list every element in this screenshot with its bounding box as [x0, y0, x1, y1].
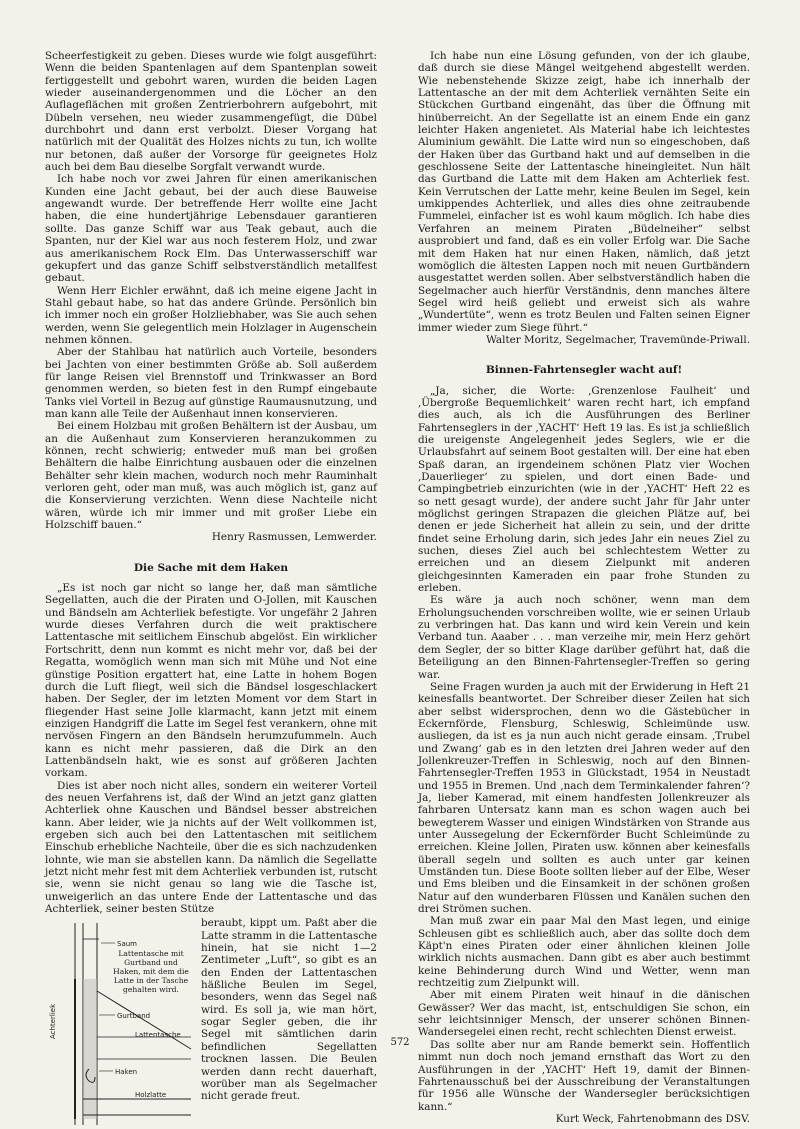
- label-lattentasche: Lattentasche: [135, 1031, 181, 1040]
- paragraph: Scheerfestigkeit zu geben. Dieses wurde wie folgt ausgeführt: Wenn die beiden Spantenlagen auf dem Spantenplan soweit fertiggestellt und gebohrt waren, wurden die beiden Lagen wieder auseinandergenommen und die Löcher an den Auflageflächen mit großen Zentrierbohrern aufgebohrt, mit Dübeln versehen, neu wieder zusammengefügt, die Dübel durchbohrt und dann erst verbolzt. Dieser Vorgang hat natürlich mit der Qualität des Holzes nichts zu tun, ich wollte nur betonen, daß außer der Vorsorge für geeignetes Holz auch bei dem Bau dieselbe Sorgfalt verwandt wurde.: [45, 50, 377, 174]
- author-signature: Henry Rasmussen, Lemwerder.: [211, 531, 377, 544]
- figure-caption: Lattentasche mit Gurtband und Haken, mit dem die Latte in der Tasche gehalten wird.: [113, 949, 189, 995]
- right-column: [418, 50, 750, 1125]
- page-number: 572: [390, 1037, 410, 1048]
- article-heading: Binnen-Fahrtensegler wacht auf!: [485, 364, 683, 377]
- author-signature: Kurt Weck, Fahrtenobmann des DSV.: [555, 1112, 750, 1125]
- paragraph: „Ja, sicher, die Worte: ‚Grenzenlose Faulheit‘ und ‚Übergroße Bequemlichkeit‘ waren recht hart, ich empfand dies auch, als ich die Ausführungen des Berliner Fahrtenseglers in der ‚YACHT‘ Heft 19 las. Es ist ja schließlich die ureigenste Angelegenheit jedes Seglers, wie er die Urlaubsfahrt auf seinem Boot gestalten will. Der eine hat eben Spaß daran, an irgendeinem schönen Platz vier Wochen ‚Dauerlieger‘ zu spielen, und dort einen Bade- und Campingbetrieb einzurichten (wie in der ‚YACHT‘ Heft 22 es so nett gesagt wurde), der andere sucht Jahr für Jahr unter möglichst geringen Strapazen die gleichen Plätze auf, bei denen er jede Sicherheit hat allein zu sein, und der dritte findet seine Erholung darin, sich jedes Jahr ein neues Ziel zu suchen, dieses Ziel auch bei schlechtestem Wetter zu erreichen und an diesem Zielpunkt mit anderen gleichgesinnten Kameraden ein paar frohe Stunden zu erleben.: [418, 384, 750, 595]
- paragraph: Es wäre ja auch noch schöner, wenn man dem Erholungsuchenden vorschreiben wollte, wie er seinen Urlaub zu verbringen hat. Das kann und wird kein Verein und kein Verband tun. Aaaber . . . man verzeihe mir, mein Herz gehört dem Segler, der so bitter Klage darüber geführt hat, daß die Beteiligung an den Binnen-Fahrtensegler-Treffen so gering war.: [418, 594, 750, 681]
- paragraph: „Es ist noch gar nicht so lange her, daß man sämtliche Segellatten, auch die der Piraten und O-Jollen, mit Kauschen und Bändseln am Achterliek befestigte. Vor ungefähr 2 Jahren wurde dieses Verfahren durch die weit praktischere Lattentasche mit seitlichem Einschub abgelöst. Ein wirklicher Fortschritt, denn nun kommt es nicht mehr vor, daß bei der Regatta, womöglich wenn man sich mit Mühe und Not eine günstige Position ergattert hat, eine Latte in hohem Bogen durch die Luft fliegt, weil sich die Bändsel losgeschlackert haben. Der Segler, der im letzten Moment vor dem Start in fliegender Hast seine Jolle klarmacht, kann jetzt mit einem einzigen Handgriff die Latte im Segel fest verankern, ohne mit nervösen Fingern an den Bändseln herumzufummeln. Auch kann es nicht mehr passieren, daß die Dirk an den Lattenbändseln hakt, wie es sonst auf größeren Jachten vorkam.: [45, 582, 377, 780]
- label-saum: Saum: [117, 940, 137, 949]
- paragraph: Man muß zwar ein paar Mal den Mast legen, und einige Schleusen gibt es schließlich auch, aber das sollte doch dem Käpt'n eines Piraten oder einer ähnlichen kleinen Jolle wirklich nichts ausmachen. Dann gibt es aber auch bestimmt keine Behinderung durch Wind und Wetter, wenn man rechtzeitig zum Zielpunkt will.: [418, 915, 750, 990]
- paragraph: Bei einem Holzbau mit großen Behältern ist der Ausbau, um an die Außenhaut zum Konservieren heranzukommen zu können, recht schwierig; entweder muß man bei großen Behältern die halbe Einrichtung ausbauen oder die einzelnen Behälter sehr klein machen, wodurch noch mehr Rauminhalt verloren geht, oder man muß, was auch möglich ist, ganz auf die Konservierung verzichten. Wenn diese Nachteile nicht wären, würde ich mir immer und mit großer Liebe ein Holzschiff bauen.“: [45, 420, 377, 532]
- figure-wrap: [45, 917, 377, 1102]
- paragraph: Dies ist aber noch nicht alles, sondern ein weiterer Vorteil des neuen Verfahrens ist, daß der Wind an jetzt ganz glatten Achterliek ohne Kauschen und Bändsel besser abstreichen kann. Aber leider, wie ja nichts auf der Welt vollkommen ist, ergeben sich auch bei den Lattentaschen mit seitlichem Einschub erhebliche Nachteile, über die es sich nachzudenken lohnte, wie man sie abstellen kann. Da nämlich die Segellatte jetzt nicht mehr fest mit dem Achterliek verbunden ist, rutscht sie, wenn sie nicht genau so lang wie die Tasche ist, unweigerlich an das untere Ende der Lattentasche und das Achterliek, seiner besten Stütze: [45, 779, 377, 916]
- paragraph: Aber der Stahlbau hat natürlich auch Vorteile, besonders bei Jachten von einer bestimmten Größe ab. Soll außerdem für lange Reisen viel Brennstoff und Trinkwasser an Bord genommen werden, so bieten fest in den Rumpf eingebaute Tanks viel Vorteil in Bezug auf günstige Raumausnutzung, und man kann alle Teile der Außenhaut innen konservieren.: [45, 346, 377, 420]
- paragraph: Wenn Herr Eichler erwähnt, daß ich meine eigene Jacht in Stahl gebaut habe, so hat das andere Gründe. Persönlich bin ich immer noch ein großer Holzliebhaber, was Sie auch sehen werden, wenn Sie gelegentlich mein Holzlager in Augenschein nehmen können.: [45, 284, 377, 346]
- label-haken: Haken: [115, 1068, 138, 1077]
- left-column: [45, 50, 377, 1129]
- paragraph: beraubt, kippt um. Paßt aber die Latte stramm in die Lattentasche hinein, hat sie nicht 1—2 Zentimeter „Luft“, so gibt es an den Enden der Lattentaschen häßliche Beulen im Segel, besonders, wenn das Segel naß wird. Es soll ja, wie man hört, sogar Segler geben, die ihr Segel mit sämtlichen darin befindlichen Segellatten trocknen lassen. Die Beulen werden dann recht dauerhaft, worüber man als Segelmacher nicht gerade freut.: [201, 917, 377, 1103]
- paragraph: Das sollte aber nur am Rande bemerkt sein. Hoffentlich nimmt nun doch noch jemand ernsthaft das Wort zu den Ausführungen in der ‚YACHT‘ Heft 19, damit der Binnen-Fahrtenausschuß bei der Ausschreibung der Veranstaltungen für 1956 alle Wünsche der Wandersegler berücksichtigen kann.“: [418, 1038, 750, 1113]
- paragraph: Ich habe noch vor zwei Jahren für einen amerikanischen Kunden eine Jacht gebaut, bei der auch diese Bauweise angewandt wurde. Der betreffende Herr wollte eine Jacht haben, die eine hundertjährige Lebensdauer garantieren sollte. Das ganze Schiff war aus Teak gebaut, auch die Spanten, nur der Kiel war aus noch festerem Holz, und zwar aus amerikanischem Rock Elm. Das Unterwasserschiff war gekupfert und das ganze Schiff selbstverständlich metallfest gebaut.: [45, 173, 377, 285]
- batten-pocket-sketch: [45, 919, 193, 1129]
- paragraph: Ich habe nun eine Lösung gefunden, von der ich glaube, daß durch sie diese Mängel weitgehend abgestellt werden. Wie nebenstehende Skizze zeigt, habe ich innerhalb der Lattentasche an der mit dem Achterliek vernähten Seite ein Stückchen Gurtband eingenäht, das über die Öffnung mit hinüberreicht. An der Segellatte ist an einem Ende ein ganz leichter Haken angenietet. Als Material habe ich leichtestes Aluminium gewählt. Die Latte wird nun so eingeschoben, daß der Haken über das Gurtband hakt und auf demselben in die geschlossene Seite der Lattentasche hineingleitet. Nun hält das Gurtband die Latte mit dem Haken am Achterliek fest. Kein Verrutschen der Latte mehr, keine Beulen im Segel, kein umkippendes Achterliek, und alles dies ohne zeitraubende Fummelei, einfacher ist es wohl kaum möglich. Ich habe dies Verfahren an meinem Piraten „Büdelneiher“ selbst ausprobiert und fand, daß es ein voller Erfolg war. Die Sache mit dem Haken hat nur einen Haken, nämlich, daß jetzt womöglich die ältesten Lappen noch mit neuen Gurtbändern ausgestattet werden sollen. Aber selbstverständlich haben die Segelmacher auch hierfür Verständnis, denn manches ältere Segel wird heiß geliebt und erweist sich als wahre „Wundertüte“, wenn es trotz Beulen und Falten seinen Eigner immer wieder zum Siege führt.“: [418, 50, 750, 334]
- label-holzlatte: Holzlatte: [135, 1091, 167, 1100]
- author-signature: Walter Moritz, Segelmacher, Travemünde-Priwall.: [486, 333, 750, 346]
- label-achterliek: Achterliek: [49, 1004, 57, 1040]
- article-heading: Die Sache mit dem Haken: [133, 561, 289, 574]
- paragraph: Seine Fragen wurden ja auch mit der Erwiderung in Heft 21 keinesfalls beantwortet. Der Schreiber dieser Zeilen hat sich aber selbst widersprochen, denn wo die Gästebücher in Eckernförde, Flensburg, Schleswig, Schleimünde usw. ausliegen, da ist es ja nun auch nicht gerade einsam. ‚Trubel und Zwang‘ gab es in den letzten drei Jahren weder auf den Jollenkreuzer-Treffen in Schleswig, noch auf den Binnen-Fahrtensegler-Treffen 1953 in Glückstadt, 1954 in Neustadt und 1955 in Bremen. Und ‚nach dem Terminkalender fahren‘? Ja, lieber Kamerad, mit einem handfesten Jollenkreuzer als fahrbaren Untersatz kann man es schon wagen auch bei bewegterem Wasser und einigen Windstärken von Strande aus unter Aussegelung der Eckernförder Bucht Schleimünde zu erreichen. Kleine Jollen, Piraten usw. können aber keinesfalls überall segeln und sollten es auch unter gar keinen Umständen tun. Diese Boote sollten lieber auf der Elbe, Weser und Ems bleiben und die Einsamkeit in der schönen großen Natur auf den wunderbaren Flüssen und Kanälen suchen den drei Strömen suchen.: [418, 680, 750, 916]
- paragraph: Aber mit einem Piraten weit hinauf in die dänischen Gewässer? Wer das macht, ist, entschuldigen Sie schon, ein sehr leichtsinniger Mensch, der unserer schönen Binnen-Wandersegelei einen recht, recht schlechten Dienst erweist.: [418, 989, 750, 1039]
- label-gurtband: Gurtband: [117, 1012, 151, 1021]
